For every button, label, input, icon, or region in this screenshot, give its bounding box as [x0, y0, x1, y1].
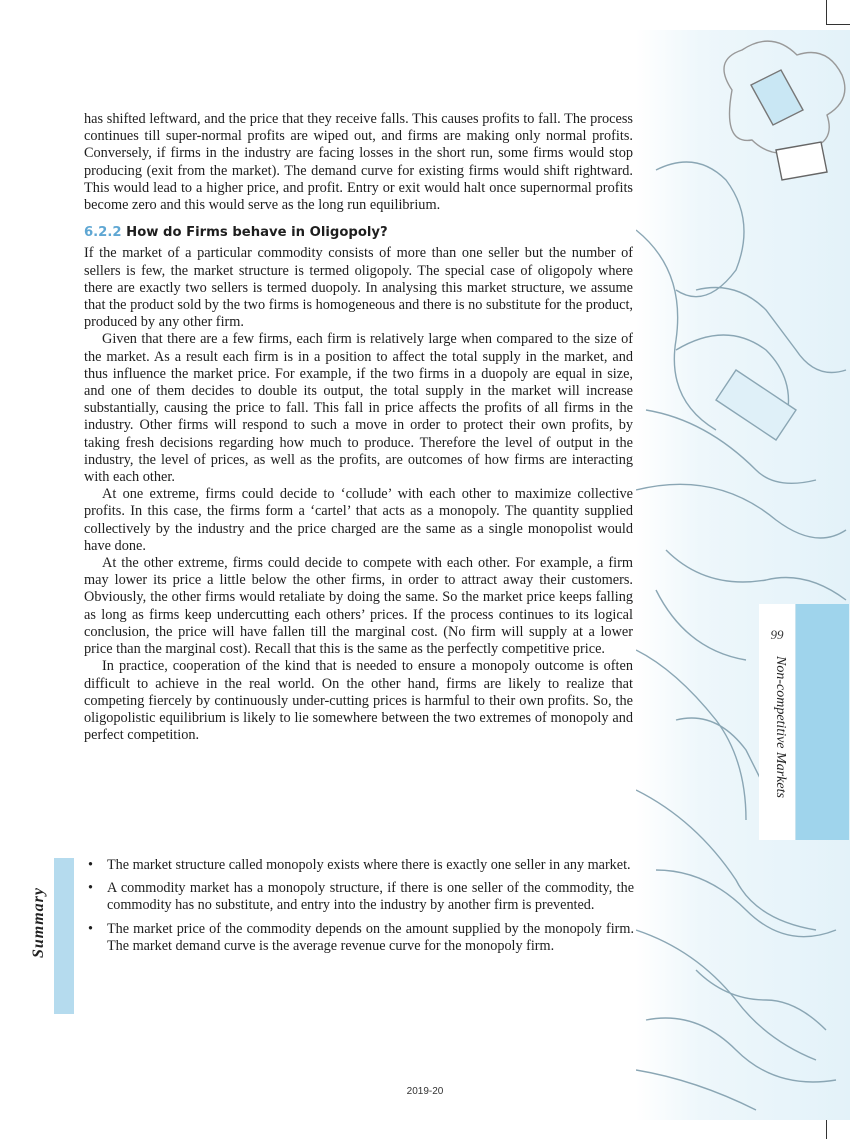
paragraph: At one extreme, firms could decide to ‘collude’ with each other to maximize collective profits. In this case, the firms form a ‘cartel’ that acts as a monopoly. The quantity supplied collectively by the industry and the price charged are the same as a single monopolist would have done.	[84, 486, 633, 554]
paragraph: Given that there are a few firms, each firm is relatively large when compared to the size of the market. As a result each firm is in a position to affect the total supply in the market, and thus influence the market price. For example, if the two firms in a duopoly are equal in size, and one of them decides to double its output, the total supply in the market will increase substantially, causing the price to fall. This fall in price affects the profits of all firms in the industry. Other firms will respond to such a move in order to protect their own profits, by taking fresh decisions regarding how much to produce. Therefore the level of output in the industry, the level of prices, as well as the profits, are outcomes of how firms are interacting with each other.	[84, 331, 633, 486]
section-title: How do Firms behave in Oligopoly?	[126, 225, 388, 241]
summary-label: Summary	[30, 886, 47, 958]
main-text	[84, 111, 633, 744]
summary-bar	[54, 858, 74, 1014]
crop-mark-top	[826, 0, 827, 24]
crop-mark-top	[826, 24, 850, 25]
side-illustration	[636, 30, 850, 1120]
summary-item: • The market price of the commodity depends on the amount supplied by the monopoly firm. The market demand curve is the average revenue curve for the monopoly firm.	[88, 921, 634, 955]
summary-item: • The market structure called monopoly exists where there is exactly one seller in any market.	[88, 857, 634, 874]
section-tab-label: Non-competitive Markets	[773, 656, 788, 798]
footer-year: 2019-20	[406, 1086, 444, 1097]
summary-item: • A commodity market has a monopoly structure, if there is one seller of the commodity, the commodity has no substitute, and entry into the industry by another firm is prevented.	[88, 880, 634, 914]
paragraph: In practice, cooperation of the kind that is needed to ensure a monopoly outcome is often difficult to achieve in the real world. On the other hand, firms are likely to realize that competing fiercely by continuously under-cutting prices is harmful to their own profits. So, the oligopolistic equilibrium is likely to lie somewhere between the two extremes of monopoly and perfect competition.	[84, 658, 633, 744]
section-number: 6.2.2	[84, 225, 122, 241]
paragraph: If the market of a particular commodity consists of more than one seller but the number of sellers is few, the market structure is termed oligopoly. The special case of oligopoly where there are exactly two sellers is termed duopoly. In analysing this market structure, we assume that the product sold by the two firms is homogeneous and there is no substitute for the product, produced by any other firm.	[84, 245, 633, 331]
paragraph: At the other extreme, firms could decide to compete with each other. For example, a firm may lower its price a little below the other firms, in order to attract away their customers. Obviously, the other firms would retaliate by doing the same. So the market price keeps falling as long as firms keep undercutting each others’ prices. If the process continues to its logical conclusion, the price will have fallen till the marginal cost. (No firm will supply at a lower price than the marginal cost). Recall that this is the same as the perfectly competitive price.	[84, 555, 633, 658]
paragraph: has shifted leftward, and the price that they receive falls. This causes profits to fall. The process continues till super-normal profits are wiped out, and firms are making only normal profits. Conversely, if firms in the industry are facing losses in the short run, some firms would stop producing (exit from the market). The demand curve for existing firms would shift rightward. This would lead to a higher price, and profit. Entry or exit would halt once supernormal profits become zero and this would serve as the long run equilibrium.	[84, 111, 633, 214]
page-number: 99	[770, 627, 784, 642]
summary-list	[88, 857, 634, 961]
section-heading	[84, 224, 633, 241]
